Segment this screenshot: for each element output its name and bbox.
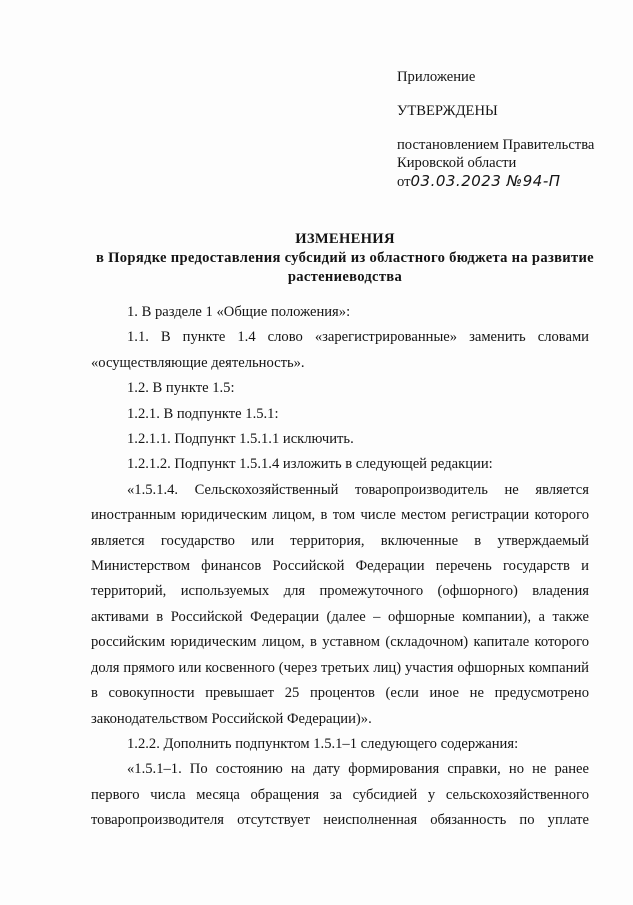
paragraph-1-2-1-1: 1.2.1.1. Подпункт 1.5.1.1 исключить. — [127, 431, 354, 448]
paragraph-section-1: 1. В разделе 1 «Общие положения»: — [127, 304, 351, 320]
resolution-line-2: Кировской области — [397, 155, 517, 171]
approved-label: УТВЕРЖДЕНЫ — [397, 103, 498, 119]
date-prefix: от — [397, 174, 411, 190]
resolution-line-1: постановлением Правительства — [397, 137, 595, 153]
appendix-label: Приложение — [397, 69, 476, 85]
resolution-date-line — [397, 172, 617, 191]
paragraph-1-2-1: 1.2.1. В подпункте 1.5.1: — [127, 405, 279, 422]
paragraph-1-2-2: 1.2.2. Дополнить подпунктом 1.5.1–1 следующего содержания: — [127, 735, 519, 752]
document-title-block — [60, 230, 630, 287]
handwritten-date-number: 03.03.2023 №94-П — [410, 172, 561, 190]
document-subtitle-line-1: в Порядке предоставления субсидий из областного бюджета на развитие — [96, 250, 594, 266]
approval-stamp-block — [397, 68, 617, 191]
paragraph-quote-1-5-1-1: «1.5.1–1. По состоянию на дату формирования справки, но не ранее первого числа месяца обращения за субсидией у сельскохозяйственного товаропроизводителя отсутствует неисполненная обязанность по уплате — [91, 761, 589, 829]
document-subtitle-line-2: растениеводства — [287, 269, 403, 285]
document-body — [91, 300, 589, 834]
document-heading: ИЗМЕНЕНИЯ — [295, 231, 395, 247]
paragraph-quote-1-5-1-4: «1.5.1.4. Сельскохозяйственный товаропроизводитель не является иностранным юридическим лицом, в том числе местом регистрации которого является государство или территория, включенные в утверждаемый Министерством финансов Российской Федерации перечень государств и территорий, используемых для промежуточного (офшорного) владения активами в Российской Федерации (далее – офшорные компании), а также российским юридическим лицом, в уставном (складочном) капитале которого доля прямого или косвенного (через третьих лиц) участия офшорных компаний в совокупности превышает 25 процентов (если иное не предусмотрено законодательством Российской Федерации)». — [91, 481, 589, 727]
paragraph-1-2-1-2: 1.2.1.2. Подпункт 1.5.1.4 изложить в следующей редакции: — [127, 456, 493, 473]
paragraph-1-1: 1.1. В пункте 1.4 слово «зарегистрированные» заменить словами «осуществляющие деятельность». — [91, 329, 589, 371]
paragraph-1-2: 1.2. В пункте 1.5: — [127, 380, 235, 397]
